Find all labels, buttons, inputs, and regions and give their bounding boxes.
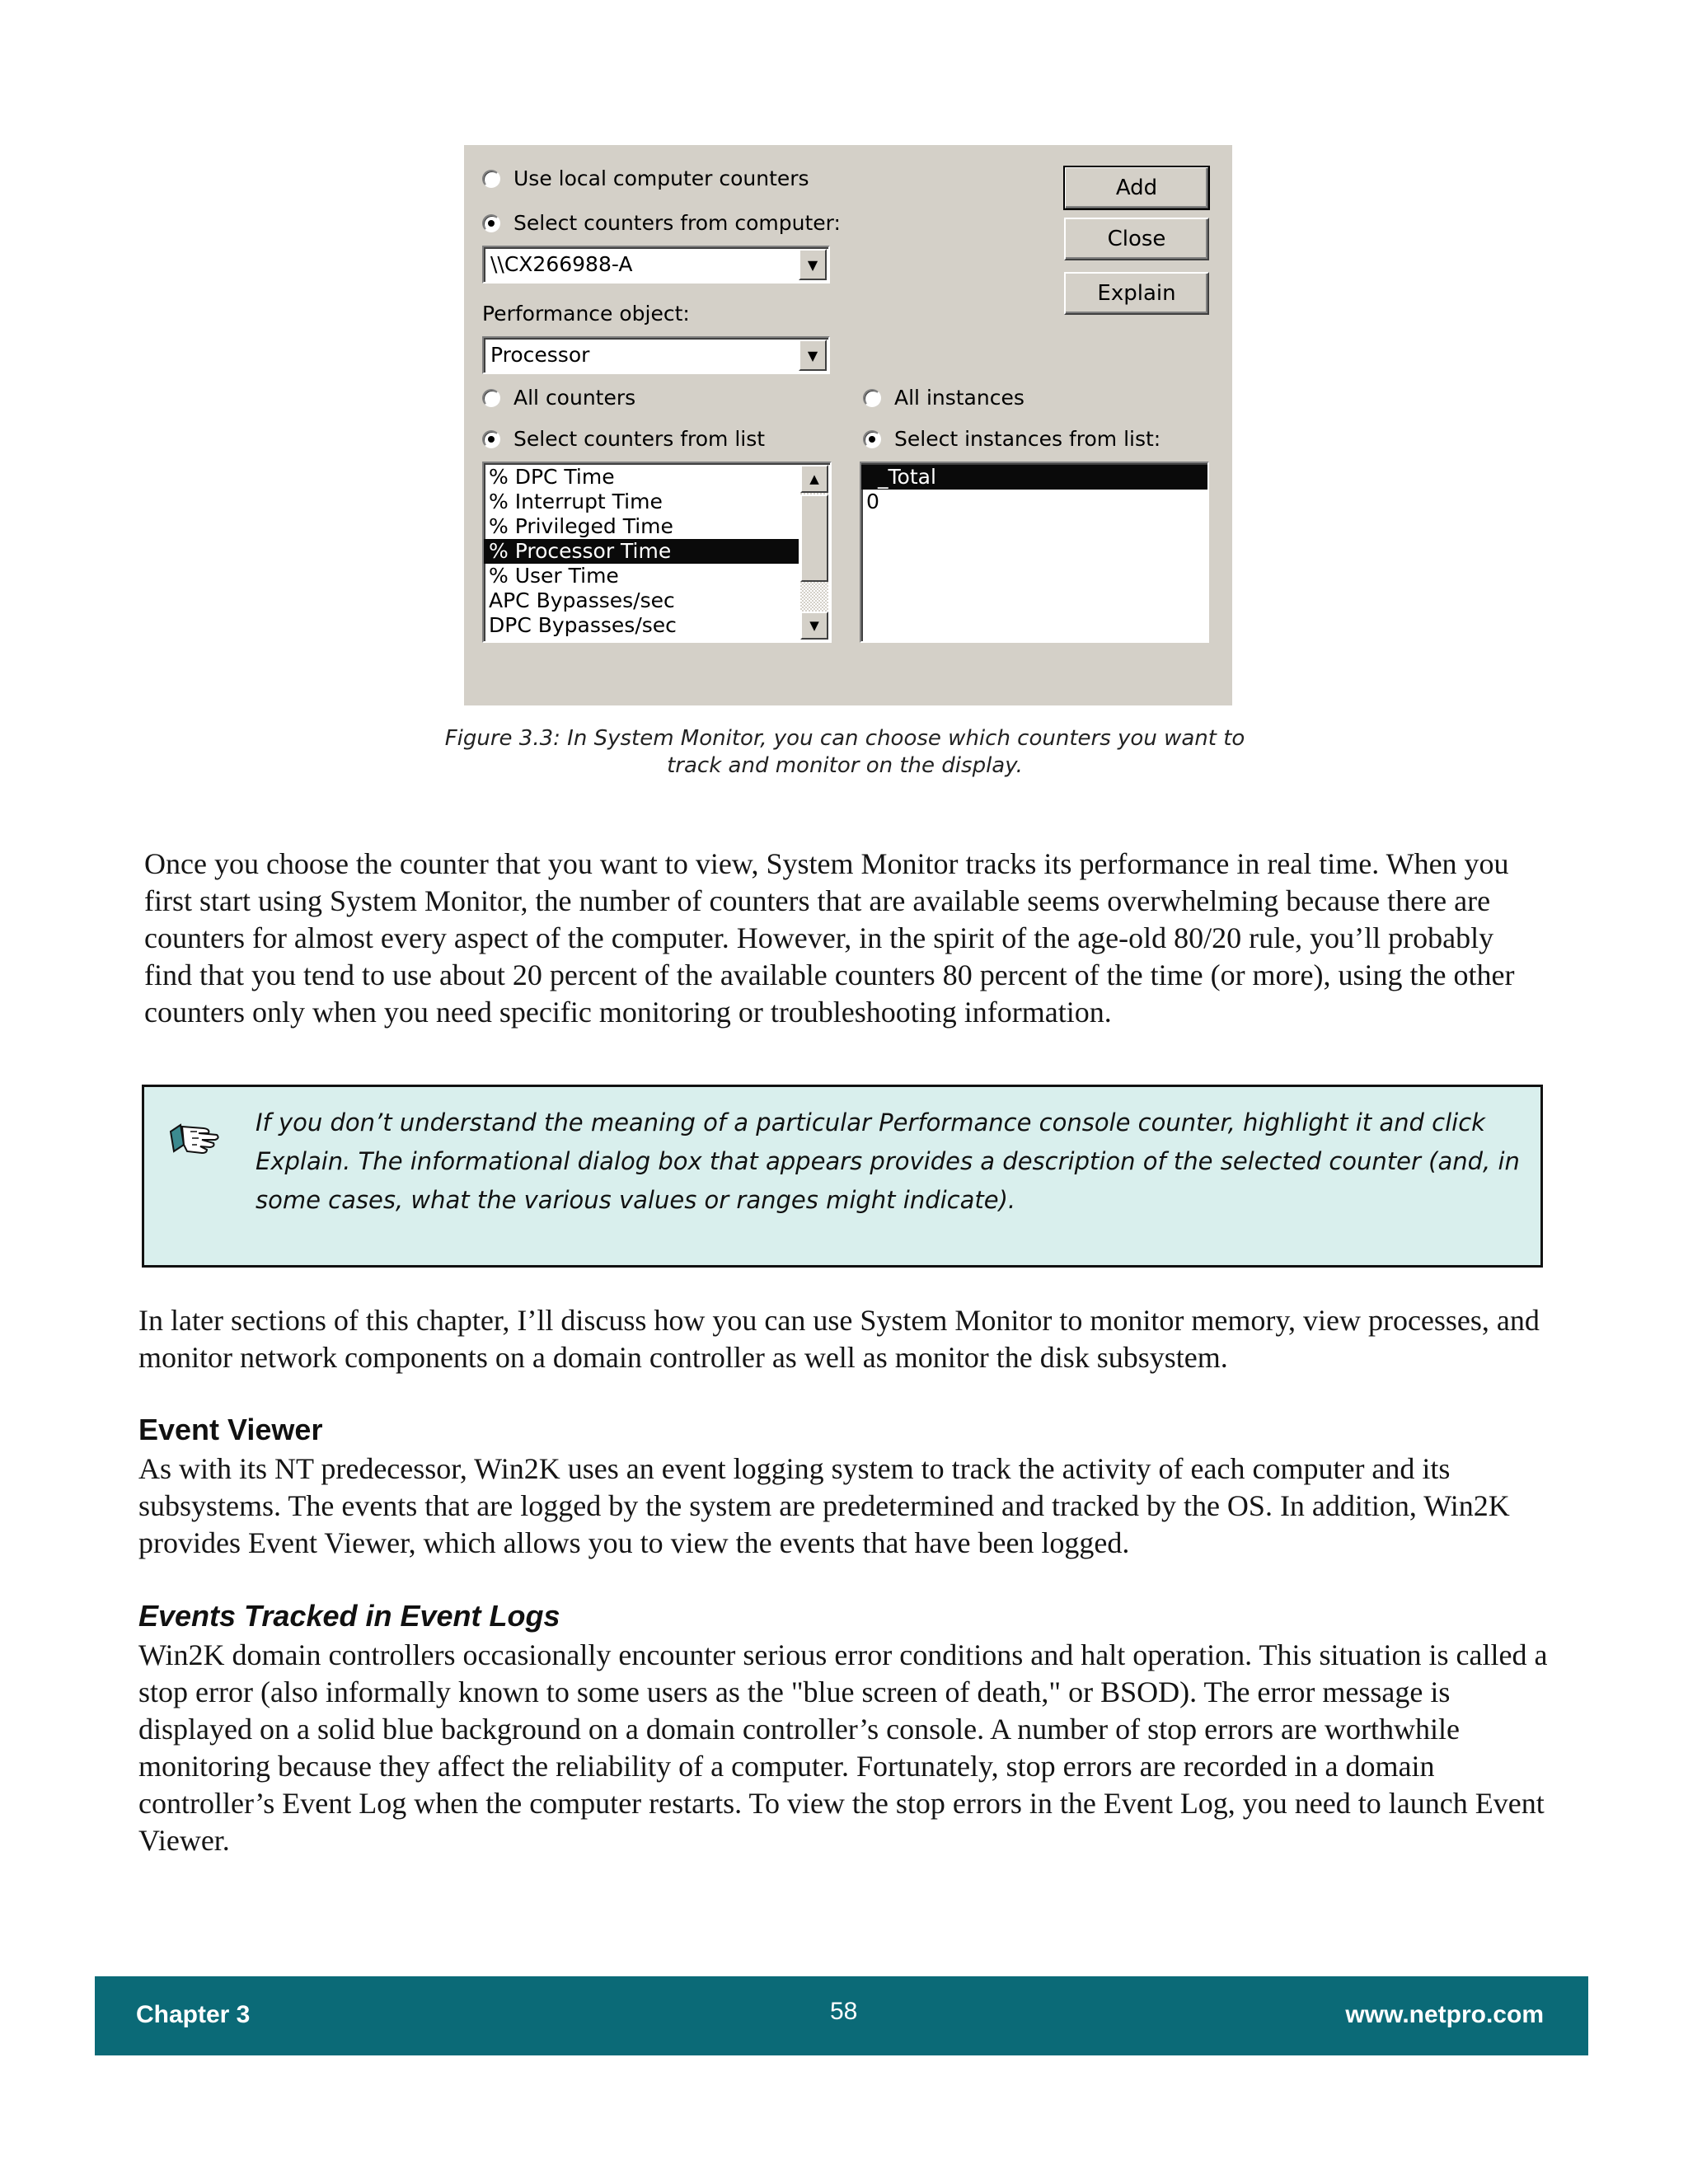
radio-select-instances-label: Select instances from list: <box>894 427 1161 451</box>
radio-button-icon <box>482 389 500 407</box>
add-counters-dialog-screenshot <box>464 145 1232 705</box>
instance-item[interactable]: 0 <box>866 490 879 513</box>
tip-note-box <box>142 1085 1543 1268</box>
radio-local-counters[interactable] <box>482 166 809 190</box>
paragraph-counters: Once you choose the counter that you want to view, System Monitor tracks its performance in real time. When you first start using System Monitor, the number of counters that are available seems overwhelming because there are counters for almost every aspect of the computer. However, in the spirit of the age-old 80/20 rule, you’ll probably find that you tend to use about 20 percent of the available counters 80 percent of the time (or more), using the other counters only when you need specific monitoring or troubleshooting information. <box>144 847 1515 1029</box>
caption-line-1: Figure 3.3: In System Monitor, you can choose which counters you want to <box>444 726 1245 751</box>
radio-all-counters-label: All counters <box>513 386 636 410</box>
add-button[interactable]: Add <box>1064 166 1209 209</box>
page-footer <box>95 1976 1588 2055</box>
pointing-hand-icon <box>166 1113 223 1163</box>
explain-button[interactable]: Explain <box>1064 272 1209 315</box>
heading-events-tracked: Events Tracked in Event Logs <box>138 1599 560 1633</box>
scroll-down-arrow-icon[interactable]: ▼ <box>800 612 828 640</box>
tip-note-text: If you don’t understand the meaning of a particular Performance console counter, highlight it and click Explain. The informational dialog box that appears provides a description of the selected counter (and, in some cases, what the various values or ranges might indicate). <box>256 1108 1520 1214</box>
counter-item[interactable]: % User Time <box>489 564 619 588</box>
paragraph-event-viewer: As with its NT predecessor, Win2K uses an event logging system to track the activity of each computer and its subsystems. The events that are logged by the system are predetermined and tracked by the OS. In addition, Win2K provides Event Viewer, which allows you to view the events that have been logged. <box>138 1452 1510 1559</box>
radio-all-instances[interactable] <box>863 386 1025 410</box>
counter-item[interactable]: APC Bypasses/sec <box>489 588 675 612</box>
counters-listbox[interactable] <box>482 462 832 643</box>
radio-all-counters[interactable] <box>482 386 635 410</box>
radio-select-computer[interactable] <box>482 211 841 235</box>
footer-url[interactable]: www.netpro.com <box>1345 2001 1544 2028</box>
caption-line-2: track and monitor on the display. <box>667 753 1023 778</box>
footer-page-number: 58 <box>830 1998 858 2025</box>
computer-combo[interactable] <box>482 246 830 284</box>
radio-button-selected-icon <box>863 430 881 448</box>
performance-object-combo[interactable] <box>482 336 830 374</box>
counter-item[interactable]: % DPC Time <box>489 465 615 489</box>
dropdown-arrow-icon[interactable]: ▼ <box>799 340 827 371</box>
performance-object-label: Performance object: <box>482 302 690 326</box>
radio-all-instances-label: All instances <box>894 386 1025 410</box>
counter-item-selected[interactable]: % Processor Time <box>484 539 799 564</box>
computer-combo-value: \\CX266988-A <box>490 252 633 276</box>
radio-button-selected-icon <box>482 214 500 232</box>
counters-scrollbar[interactable] <box>800 465 828 640</box>
radio-select-counters-label: Select counters from list <box>513 427 766 451</box>
footer-chapter: Chapter 3 <box>136 2001 251 2028</box>
close-button[interactable]: Close <box>1064 218 1209 260</box>
counter-item[interactable]: % Interrupt Time <box>489 490 663 513</box>
radio-button-icon <box>863 389 881 407</box>
scroll-thumb[interactable] <box>800 494 828 582</box>
paragraph-later-sections: In later sections of this chapter, I’ll discuss how you can use System Monitor to monitor memory, view processes, and monitor network components on a domain controller as well as monitor the disk subsystem. <box>138 1304 1540 1374</box>
counter-item[interactable]: DPC Bypasses/sec <box>489 613 677 637</box>
radio-button-selected-icon <box>482 430 500 448</box>
dropdown-arrow-icon[interactable]: ▼ <box>799 249 827 280</box>
instances-listbox[interactable] <box>860 462 1209 643</box>
heading-event-viewer: Event Viewer <box>138 1413 323 1446</box>
radio-select-computer-label: Select counters from computer: <box>513 211 841 235</box>
performance-object-value: Processor <box>490 343 590 367</box>
figure-caption <box>412 725 1278 780</box>
radio-local-label: Use local computer counters <box>513 166 809 190</box>
scroll-up-arrow-icon[interactable]: ▲ <box>800 465 828 493</box>
radio-button-icon <box>482 170 500 188</box>
counter-item[interactable]: % Privileged Time <box>489 514 673 538</box>
instance-item-selected[interactable]: _Total <box>861 465 1207 490</box>
radio-select-counters[interactable] <box>482 427 765 451</box>
radio-select-instances[interactable] <box>863 427 1160 451</box>
paragraph-stop-errors: Win2K domain controllers occasionally encounter serious error conditions and halt operation. This situation is called a stop error (also informally known to some users as the "blue screen of death," or BSOD). The error message is displayed on a solid blue background on a domain controller’s console. A number of stop errors are worthwhile monitoring because they affect the reliability of a computer. Fortunately, stop errors are recorded in a domain controller’s Event Log when the computer restarts. To view the stop errors in the Event Log, you need to launch Event Viewer. <box>138 1638 1548 1857</box>
